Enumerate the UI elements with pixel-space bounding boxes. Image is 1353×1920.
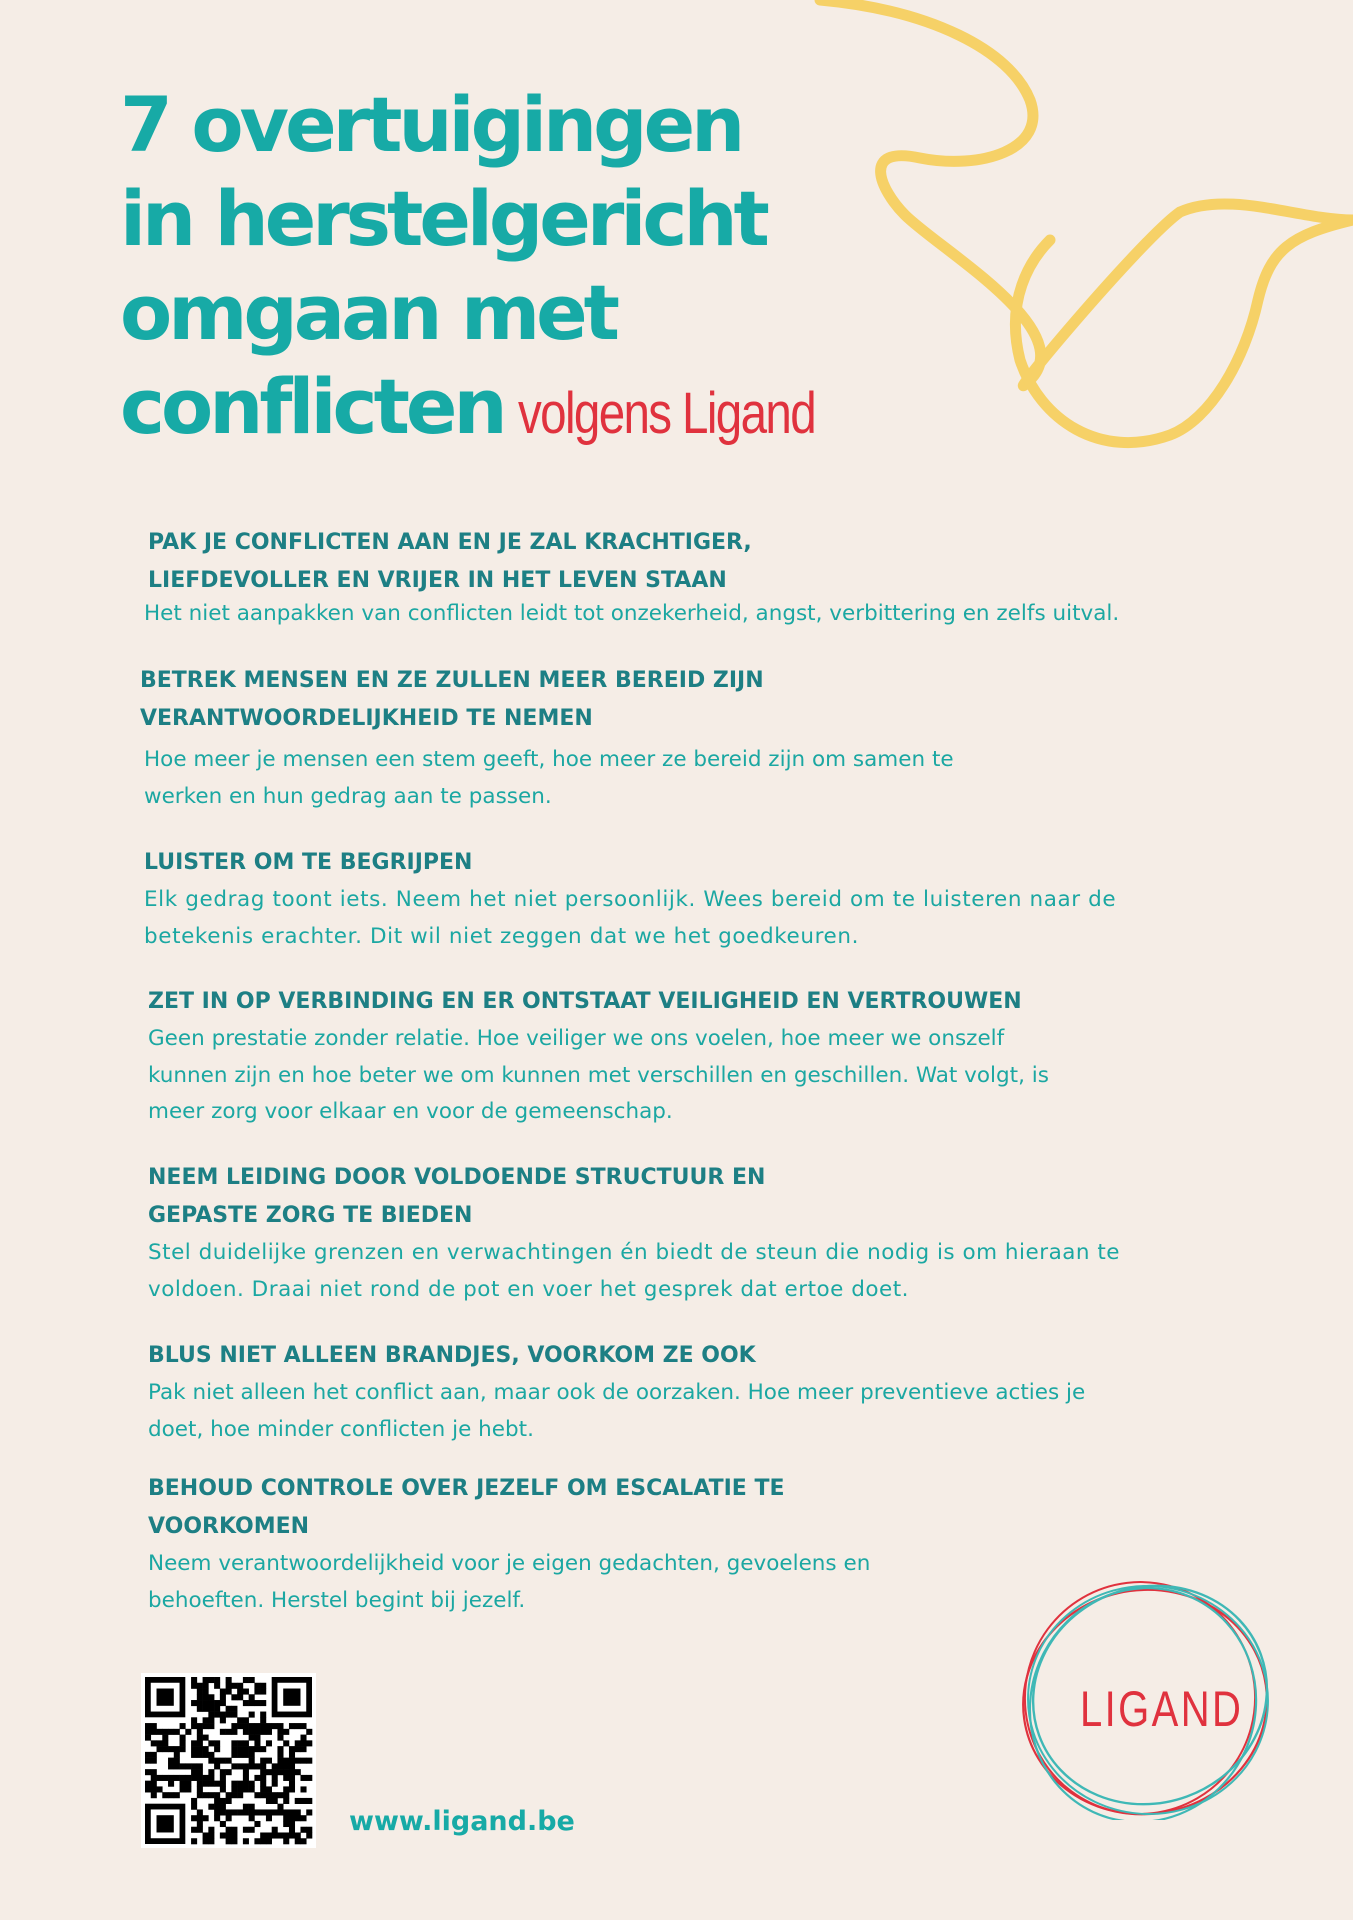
qr-code-graphic: [141, 1673, 316, 1848]
belief-body: [148, 1375, 1085, 1448]
belief-body-line: doet, hoe minder conflicten je hebt.: [148, 1416, 534, 1442]
belief-body-line: Pak niet alleen het conflict aan, maar ook de oorzaken. Hoe meer preventieve acties je: [148, 1380, 1086, 1405]
belief-heading-line: ZET IN OP VERBINDING EN ER ONTSTAAT VEILIGHEID EN VERTROUWEN: [148, 989, 1022, 1014]
belief-heading-line: PAK JE CONFLICTEN AAN EN JE ZAL KRACHTIGER,: [148, 530, 752, 555]
belief-body: [144, 596, 1119, 633]
belief-body: [148, 1235, 1120, 1308]
title-line-3: omgaan met: [120, 268, 617, 357]
belief-body: [144, 742, 954, 815]
belief-heading: [144, 844, 1116, 882]
belief-body: [148, 1546, 870, 1619]
belief-body: [144, 882, 1116, 955]
title-line-4: [120, 360, 880, 461]
belief-body-line: meer zorg voor elkaar en voor de gemeenschap.: [148, 1099, 673, 1124]
belief-heading-line: BEHOUD CONTROLE OVER JEZELF OM ESCALATIE TE: [148, 1476, 785, 1501]
belief-body-line: Het niet aanpakken van conflicten leidt tot onzekerheid, angst, verbittering en zelfs uitval.: [144, 601, 1120, 626]
belief-item-6: [148, 1337, 1085, 1448]
belief-heading-line: NEEM LEIDING DOOR VOLDOENDE STRUCTUUR EN: [148, 1165, 766, 1190]
belief-item-2: [140, 662, 764, 738]
belief-item-3: [144, 844, 1116, 955]
belief-heading: [148, 983, 1049, 1021]
belief-body-line: behoeften. Herstel begint bij jezelf.: [148, 1587, 526, 1613]
belief-heading-line: GEPASTE ZORG TE BIEDEN: [148, 1203, 473, 1228]
belief-heading-line: LIEFDEVOLLER EN VRIJER IN HET LEVEN STAAN: [148, 568, 727, 593]
belief-heading-line: VERANTWOORDELIJKHEID TE NEMEN: [140, 706, 593, 731]
belief-heading: [148, 1159, 1120, 1235]
belief-item-5: [148, 1159, 1120, 1308]
belief-heading: [148, 1470, 870, 1546]
title-subtitle: volgens Ligand: [517, 381, 815, 446]
title-line-2: in herstelgericht: [120, 174, 766, 263]
belief-item-7: [148, 1470, 870, 1619]
title-line-1: 7 overtuigingen: [120, 80, 742, 169]
belief-heading-line: BLUS NIET ALLEEN BRANDJES, VOORKOM ZE OOK: [148, 1343, 756, 1368]
belief-item-4: [148, 983, 1049, 1131]
belief-item-1: [148, 524, 752, 600]
belief-body-line: Neem verantwoordelijkheid voor je eigen gedachten, gevoelens en: [148, 1551, 871, 1576]
title-line-4-text: conflicten: [120, 362, 504, 451]
page-title: [120, 78, 880, 461]
belief-heading: [148, 524, 752, 600]
belief-heading: [140, 662, 764, 738]
belief-heading: [148, 1337, 1085, 1375]
belief-body-line: voldoen. Draai niet rond de pot en voer het gesprek dat ertoe doet.: [148, 1276, 910, 1302]
belief-body-line: Stel duidelijke grenzen en verwachtingen én biedt de steun die nodig is om hieraan te: [148, 1240, 1121, 1265]
belief-body-line: werken en hun gedrag aan te passen.: [144, 783, 552, 809]
belief-body-1: [144, 596, 1119, 633]
qr-code-icon[interactable]: [141, 1673, 316, 1848]
belief-body-line: Elk gedrag toont iets. Neem het niet persoonlijk. Wees bereid om te luisteren naar de: [144, 887, 1117, 912]
belief-body-2: [144, 742, 954, 815]
belief-body: [148, 1021, 1049, 1131]
website-link[interactable]: www.ligand.be: [349, 1806, 575, 1837]
belief-heading-line: VOORKOMEN: [148, 1514, 310, 1539]
logo-wordmark: LIGAND: [1080, 1681, 1244, 1737]
belief-body-line: betekenis erachter. Dit wil niet zeggen dat we het goedkeuren.: [144, 923, 860, 949]
belief-body-line: kunnen zijn en hoe beter we om kunnen met verschillen en geschillen. Wat volgt, is: [148, 1062, 1049, 1088]
belief-heading-line: LUISTER OM TE BEGRIJPEN: [144, 850, 473, 875]
belief-heading-line: BETREK MENSEN EN ZE ZULLEN MEER BEREID ZIJN: [140, 668, 764, 693]
belief-body-line: Hoe meer je mensen een stem geeft, hoe meer ze bereid zijn om samen te: [144, 747, 954, 772]
belief-body-line: Geen prestatie zonder relatie. Hoe veiliger we ons voelen, hoe meer we onszelf: [148, 1026, 1005, 1051]
